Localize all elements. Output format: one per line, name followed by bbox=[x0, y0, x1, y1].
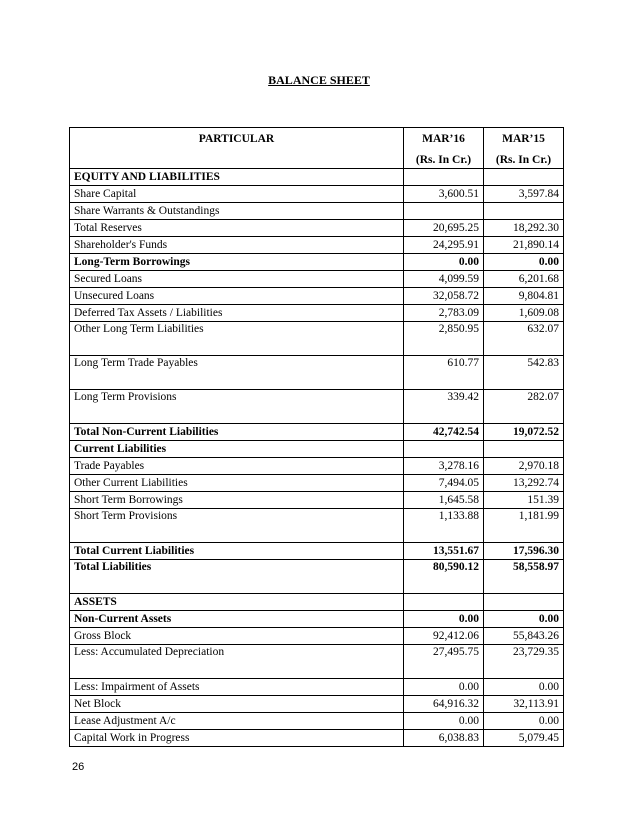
row-label: Unsecured Loans bbox=[70, 288, 404, 305]
row-label: Non-Current Assets bbox=[70, 611, 404, 628]
table-row bbox=[70, 305, 564, 322]
row-value-mar16: 0.00 bbox=[404, 679, 484, 696]
row-value-mar16: 6,038.83 bbox=[404, 730, 484, 747]
table-row bbox=[70, 322, 564, 356]
table-row bbox=[70, 713, 564, 730]
row-label: Shareholder's Funds bbox=[70, 237, 404, 254]
table-row bbox=[70, 509, 564, 543]
row-value-mar16: 3,278.16 bbox=[404, 458, 484, 475]
table-row bbox=[70, 730, 564, 747]
row-value-mar16: 0.00 bbox=[404, 254, 484, 271]
row-label: Short Term Provisions bbox=[70, 509, 404, 543]
row-value-mar16: 1,133.88 bbox=[404, 509, 484, 543]
row-label: Net Block bbox=[70, 696, 404, 713]
row-label: Trade Payables bbox=[70, 458, 404, 475]
row-label: Share Warrants & Outstandings bbox=[70, 203, 404, 220]
row-value-mar15: 542.83 bbox=[484, 356, 564, 390]
page-number: 26 bbox=[72, 761, 85, 773]
row-label: Share Capital bbox=[70, 186, 404, 203]
row-label: Short Term Borrowings bbox=[70, 492, 404, 509]
row-value-mar15: 0.00 bbox=[484, 679, 564, 696]
table-row bbox=[70, 560, 564, 594]
row-value-mar16 bbox=[404, 441, 484, 458]
row-label: Less: Impairment of Assets bbox=[70, 679, 404, 696]
row-label: Other Long Term Liabilities bbox=[70, 322, 404, 356]
row-value-mar15: 0.00 bbox=[484, 254, 564, 271]
row-value-mar16: 7,494.05 bbox=[404, 475, 484, 492]
row-value-mar16: 13,551.67 bbox=[404, 543, 484, 560]
row-value-mar15: 1,181.99 bbox=[484, 509, 564, 543]
row-label: Total Reserves bbox=[70, 220, 404, 237]
row-value-mar16: 32,058.72 bbox=[404, 288, 484, 305]
row-value-mar15: 0.00 bbox=[484, 611, 564, 628]
row-value-mar15: 282.07 bbox=[484, 390, 564, 424]
table-row bbox=[70, 390, 564, 424]
table-row bbox=[70, 492, 564, 509]
row-value-mar15: 55,843.26 bbox=[484, 628, 564, 645]
row-value-mar16 bbox=[404, 594, 484, 611]
row-label: Long Term Provisions bbox=[70, 390, 404, 424]
table-row bbox=[70, 424, 564, 441]
row-value-mar15: 3,597.84 bbox=[484, 186, 564, 203]
row-value-mar16: 610.77 bbox=[404, 356, 484, 390]
row-label: EQUITY AND LIABILITIES bbox=[70, 169, 404, 186]
row-value-mar15: 1,609.08 bbox=[484, 305, 564, 322]
row-value-mar16: 4,099.59 bbox=[404, 271, 484, 288]
row-value-mar16: 0.00 bbox=[404, 611, 484, 628]
row-value-mar16: 92,412.06 bbox=[404, 628, 484, 645]
row-label: Long-Term Borrowings bbox=[70, 254, 404, 271]
row-value-mar15: 58,558.97 bbox=[484, 560, 564, 594]
row-value-mar16: 0.00 bbox=[404, 713, 484, 730]
row-label: ASSETS bbox=[70, 594, 404, 611]
table-row bbox=[70, 679, 564, 696]
column-header-particular: PARTICULAR bbox=[70, 128, 404, 169]
row-label: Deferred Tax Assets / Liabilities bbox=[70, 305, 404, 322]
row-value-mar15: 151.39 bbox=[484, 492, 564, 509]
row-value-mar15 bbox=[484, 169, 564, 186]
table-row bbox=[70, 203, 564, 220]
table-header-row bbox=[70, 128, 564, 169]
row-label: Total Non-Current Liabilities bbox=[70, 424, 404, 441]
row-value-mar16 bbox=[404, 203, 484, 220]
column-header-mar15: MAR’15 (Rs. In Cr.) bbox=[484, 128, 564, 169]
row-label: Less: Accumulated Depreciation bbox=[70, 645, 404, 679]
row-value-mar15: 632.07 bbox=[484, 322, 564, 356]
table-row bbox=[70, 441, 564, 458]
row-value-mar15: 18,292.30 bbox=[484, 220, 564, 237]
row-label: Total Liabilities bbox=[70, 560, 404, 594]
row-value-mar16: 27,495.75 bbox=[404, 645, 484, 679]
row-value-mar16 bbox=[404, 169, 484, 186]
row-value-mar15: 21,890.14 bbox=[484, 237, 564, 254]
row-value-mar16: 24,295.91 bbox=[404, 237, 484, 254]
table-row bbox=[70, 220, 564, 237]
row-value-mar16: 80,590.12 bbox=[404, 560, 484, 594]
row-value-mar16: 42,742.54 bbox=[404, 424, 484, 441]
row-value-mar15: 13,292.74 bbox=[484, 475, 564, 492]
balance-sheet-table bbox=[69, 127, 564, 747]
row-value-mar15: 9,804.81 bbox=[484, 288, 564, 305]
table-row bbox=[70, 611, 564, 628]
row-value-mar15: 32,113.91 bbox=[484, 696, 564, 713]
table-row bbox=[70, 594, 564, 611]
row-label: Total Current Liabilities bbox=[70, 543, 404, 560]
table-row bbox=[70, 356, 564, 390]
row-value-mar15: 23,729.35 bbox=[484, 645, 564, 679]
row-value-mar16: 339.42 bbox=[404, 390, 484, 424]
row-value-mar15 bbox=[484, 203, 564, 220]
row-label: Capital Work in Progress bbox=[70, 730, 404, 747]
row-label: Gross Block bbox=[70, 628, 404, 645]
row-label: Secured Loans bbox=[70, 271, 404, 288]
row-value-mar16: 2,850.95 bbox=[404, 322, 484, 356]
table-row bbox=[70, 543, 564, 560]
row-value-mar15: 19,072.52 bbox=[484, 424, 564, 441]
table-row bbox=[70, 254, 564, 271]
row-value-mar15: 2,970.18 bbox=[484, 458, 564, 475]
row-value-mar15 bbox=[484, 441, 564, 458]
row-value-mar16: 3,600.51 bbox=[404, 186, 484, 203]
table-row bbox=[70, 475, 564, 492]
table-row bbox=[70, 458, 564, 475]
row-value-mar16: 64,916.32 bbox=[404, 696, 484, 713]
row-label: Other Current Liabilities bbox=[70, 475, 404, 492]
row-value-mar16: 2,783.09 bbox=[404, 305, 484, 322]
row-label: Lease Adjustment A/c bbox=[70, 713, 404, 730]
table-row bbox=[70, 645, 564, 679]
table-row bbox=[70, 169, 564, 186]
row-label: Current Liabilities bbox=[70, 441, 404, 458]
document-title: BALANCE SHEET bbox=[268, 73, 370, 87]
table-body bbox=[70, 169, 564, 747]
row-value-mar15 bbox=[484, 594, 564, 611]
table-row bbox=[70, 628, 564, 645]
row-value-mar16: 20,695.25 bbox=[404, 220, 484, 237]
table-row bbox=[70, 271, 564, 288]
table-row bbox=[70, 186, 564, 203]
table-row bbox=[70, 696, 564, 713]
row-value-mar15: 5,079.45 bbox=[484, 730, 564, 747]
table-row bbox=[70, 288, 564, 305]
table-row bbox=[70, 237, 564, 254]
column-header-mar16: MAR’16 (Rs. In Cr.) bbox=[404, 128, 484, 169]
row-value-mar16: 1,645.58 bbox=[404, 492, 484, 509]
row-value-mar15: 17,596.30 bbox=[484, 543, 564, 560]
row-value-mar15: 6,201.68 bbox=[484, 271, 564, 288]
row-label: Long Term Trade Payables bbox=[70, 356, 404, 390]
row-value-mar15: 0.00 bbox=[484, 713, 564, 730]
